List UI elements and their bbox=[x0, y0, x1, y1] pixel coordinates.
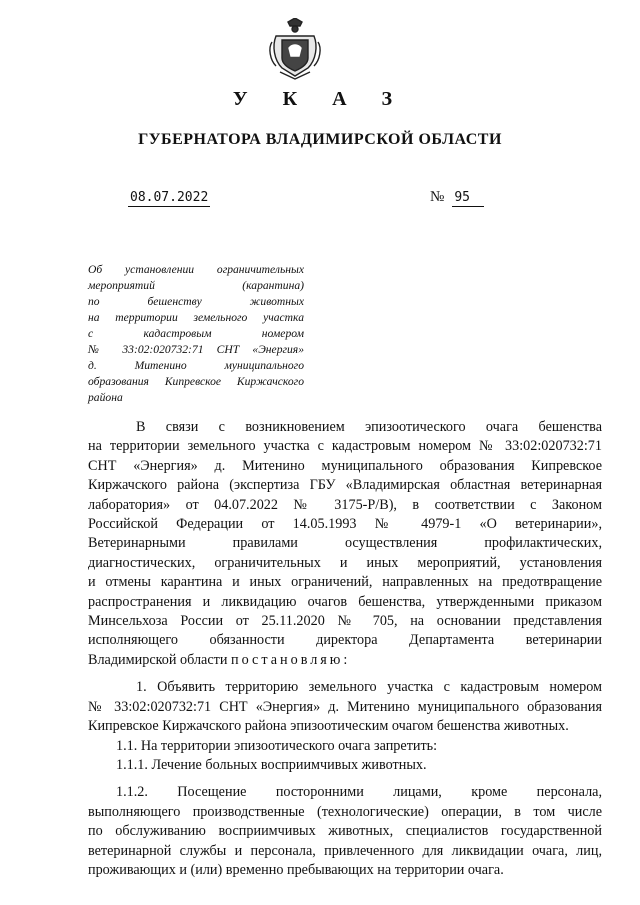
subject-line: района bbox=[88, 391, 123, 404]
item-1-line: Кипревское Киржачского района эпизоотическим очагом бешенства животных. bbox=[88, 718, 569, 735]
preamble-line: и отмены карантина и иных ограничений, направленных на предотвращение bbox=[88, 574, 602, 591]
preamble-line: Российской Федерации от 14.05.1993 № 4979-1 «О ветеринарии», bbox=[88, 516, 602, 533]
item-1-1-2-line: выполняющего производственные (технологические) операции, в том числе bbox=[88, 803, 602, 820]
preamble-line: Ветеринарными правилами осуществления профилактических, bbox=[88, 535, 602, 552]
decree-subtitle: ГУБЕРНАТОРА ВЛАДИМИРСКОЙ ОБЛАСТИ bbox=[138, 131, 502, 148]
preamble-line: Киржачского района (экспертиза ГБУ «Владимирская областная ветеринарная bbox=[88, 477, 602, 494]
preamble-line: СНТ «Энергия» д. Митенино муниципального образования Кипревское bbox=[88, 457, 602, 474]
number-value: 95 bbox=[452, 190, 484, 207]
preamble-line: распространения и ликвидацию очагов бешенства, утвержденными приказом bbox=[88, 593, 602, 610]
item-1-1-2-line: 1.1.2. Посещение посторонними лицами, кроме персонала, bbox=[116, 784, 602, 801]
decree-date: 08.07.2022 bbox=[130, 190, 209, 205]
item-1-1-2-line: ветеринарной службы и персонала, привлеченного для ликвидации очага, лиц, bbox=[88, 842, 602, 859]
decree-number bbox=[430, 189, 484, 206]
item-1-1-2-line: проживающих и (или) временно пребывающих на территории очага. bbox=[88, 861, 504, 878]
subject-line: с кадастровым номером bbox=[88, 327, 304, 340]
item-1-1-1: 1.1.1. Лечение больных восприимчивых животных. bbox=[116, 756, 427, 773]
decree-title: У К А З bbox=[232, 88, 408, 110]
decree-body bbox=[88, 418, 602, 880]
preamble-line: лаборатория» от 04.07.2022 № 3175-Р/В), в соответствии с Законом bbox=[88, 496, 602, 513]
subject-line: мероприятий (карантина) bbox=[88, 279, 304, 292]
subject-line: образования Кипревское Киржачского bbox=[88, 375, 304, 388]
subject-line: д. Митенино муниципального bbox=[88, 359, 304, 372]
preamble-line: исполняющего обязанности директора Департамента ветеринарии bbox=[88, 632, 602, 649]
preamble-line: на территории земельного участка с кадастровым номером № 33:02:020732:71 bbox=[88, 438, 602, 455]
coat-of-arms-icon bbox=[268, 18, 322, 80]
subject-line: на территории земельного участка bbox=[88, 311, 304, 324]
item-1-1-2 bbox=[88, 783, 602, 880]
preamble-tail: Владимирской области bbox=[88, 651, 228, 668]
item-1-1-2-line: по обслуживанию восприимчивых животных, специалистов государственной bbox=[88, 823, 602, 840]
preamble-line: В связи с возникновением эпизоотического очага бешенства bbox=[136, 419, 602, 435]
preamble bbox=[88, 418, 602, 670]
item-1-1: 1.1. На территории эпизоотического очага запретить: bbox=[116, 737, 438, 754]
subject-line: по бешенству животных bbox=[88, 295, 304, 308]
preamble-last-line bbox=[88, 651, 602, 670]
item-1 bbox=[88, 678, 602, 736]
subject-line: № 33:02:020732:71 СНТ «Энергия» bbox=[88, 343, 304, 356]
subject-line: Об установлении ограничительных bbox=[88, 263, 304, 276]
decree-word: постановляю: bbox=[231, 651, 351, 668]
decree-subject bbox=[88, 262, 304, 406]
item-1-line: № 33:02:020732:71 СНТ «Энергия» д. Митенино муниципального образования bbox=[88, 698, 602, 715]
item-1-line: 1. Объявить территорию земельного участка с кадастровым номером bbox=[136, 679, 602, 696]
preamble-line: диагностических, ограничительных и иных мероприятий, установления bbox=[88, 554, 602, 571]
number-sign: № bbox=[430, 189, 445, 205]
preamble-line: Минсельхоза России от 25.11.2020 № 705, на основании представления bbox=[88, 613, 602, 630]
